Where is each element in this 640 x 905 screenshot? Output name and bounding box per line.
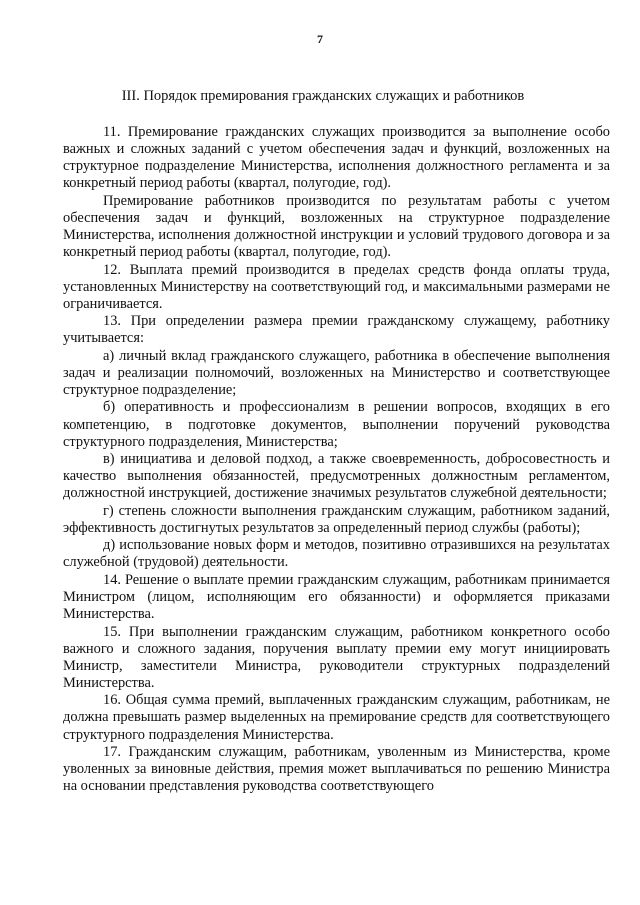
paragraph-15: 15. При выполнении гражданским служащим, работником конкретного особо важного и сложного задания, поручения выплату премии ему могут инициировать Министр, заместители Министра, руководители структурных подразделений Министерства.: [63, 623, 610, 691]
document-body: [63, 124, 610, 795]
list-item-d: д) использование новых форм и методов, позитивно отразившихся на результатах служебной (трудовой) деятельности.: [63, 537, 610, 571]
paragraph-16: 16. Общая сумма премий, выплаченных гражданским служащим, работникам, не должна превышать размер выделенных на премирование средств для соответствующего структурного подразделения Министерства.: [63, 692, 610, 743]
list-item-b: б) оперативность и профессионализм в решении вопросов, входящих в его компетенцию, в подготовке документов, выполнении поручений руководства структурного подразделения, Министерства;: [63, 399, 610, 450]
list-item-v: в) инициатива и деловой подход, а также своевременность, добросовестность и качество выполнения обязанностей, предусмотренных должностным регламентом, должностной инструкцией, достижение значимых результатов служебной деятельности;: [63, 451, 610, 502]
paragraph-13: 13. При определении размера премии гражданскому служащему, работнику учитывается:: [63, 313, 610, 347]
paragraph-11-workers: Премирование работников производится по результатам работы с учетом обеспечения задач и функций, возложенных на структурное подразделение Министерства, исполнения должностной инструкции и условий трудового договора и за конкретный период работы (квартал, полугодие, год).: [63, 192, 610, 261]
section-heading: III. Порядок премирования гражданских служащих и работников: [121, 88, 525, 104]
page-number: 7: [317, 32, 323, 46]
paragraph-11: 11. Премирование гражданских служащих производится за выполнение особо важных и сложных заданий с учетом обеспечения задач и функций, возложенных на структурное подразделение Министерства, исполнения должностного регламента и за конкретный период работы (квартал, полугодие, год).: [63, 124, 610, 192]
list-item-g: г) степень сложности выполнения гражданским служащим, работником заданий, эффективность достигнутых результатов за определенный период службы (работы);: [63, 502, 610, 536]
list-item-a: а) личный вклад гражданского служащего, работника в обеспечение выполнения задач и реализации полномочий, возложенных на Министерство и соответствующее структурное подразделение;: [63, 347, 610, 398]
paragraph-17: 17. Гражданским служащим, работникам, уволенным из Министерства, кроме уволенных за виновные действия, премия может выплачиваться по решению Министра на основании представления руководства соответствующего: [63, 744, 610, 795]
paragraph-14: 14. Решение о выплате премии гражданским служащим, работникам принимается Министром (лицом, исполняющим его обязанности) и оформляется приказами Министерства.: [63, 571, 610, 623]
paragraph-12: 12. Выплата премий производится в пределах средств фонда оплаты труда, установленных Министерству на соответствующий год, и максимальными размерами не ограничивается.: [63, 261, 610, 312]
